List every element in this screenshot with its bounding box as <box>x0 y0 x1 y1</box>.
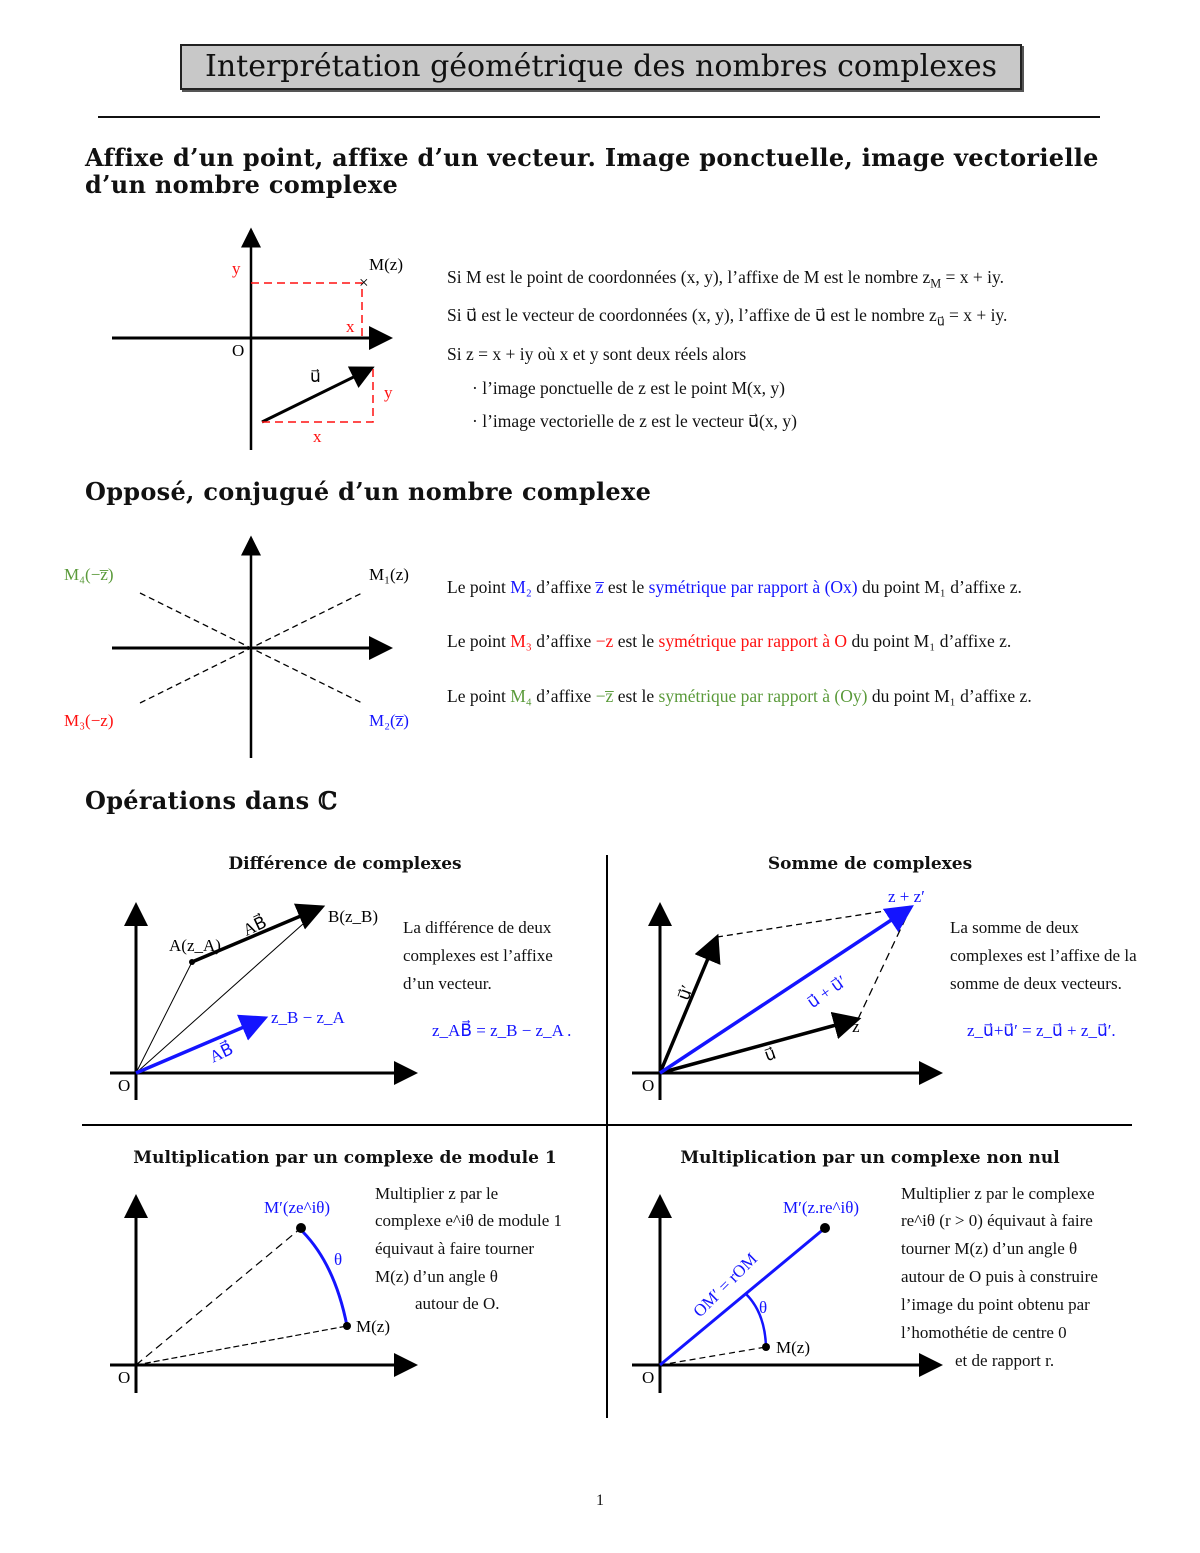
difference-text-2: complexes est l’affixe <box>403 946 553 965</box>
panel-title-difference: Différence de complexes <box>228 854 462 874</box>
page-number: 1 <box>596 1492 604 1509</box>
similarity-text-2: re^iθ (r > 0) équivaut à faire <box>901 1211 1093 1230</box>
sum-diagram <box>632 887 940 1100</box>
label-om: OM′ = rOM <box>689 1249 761 1321</box>
similarity-text-6: l’homothétie de centre 0 <box>901 1323 1067 1342</box>
panel-title-sum: Somme de complexes <box>767 854 973 874</box>
label-B: B(z_B) <box>328 907 379 926</box>
section-heading-oppose: Opposé, conjugué d’un nombre complexe <box>85 477 652 506</box>
label-up: u⃗′ <box>673 982 697 1003</box>
section-heading-operations: Opérations dans ℂ <box>85 786 338 815</box>
rotation-text-1: Multiplier z par le <box>375 1184 499 1203</box>
difference-formula: z_AB⃗ = z_B − z_A . <box>432 1021 572 1040</box>
image-vectorielle-text: · l’image vectorielle de z est le vecteur u⃗(x, y) <box>472 411 797 431</box>
section-heading-affixe-cont: d’un nombre complexe <box>85 170 399 199</box>
label-O: O <box>118 1076 131 1095</box>
affixe-vector-text: Si u⃗ est le vecteur de coordonnées (x, y), l’affixe de u⃗ est le nombre $z_{u⃗} = x$ + iy. <box>447 305 1008 329</box>
difference-text-1: La différence de deux <box>403 918 552 937</box>
label-AB-blue: AB⃗ <box>206 1039 237 1067</box>
label-O: O <box>232 341 245 360</box>
symmetry-ox-text: Le point M₂ d’affixe z̅ est le symétrique par rapport à (Ox) du point M₁ d’affixe z. <box>447 577 1022 597</box>
difference-text-3: d’un vecteur. <box>403 974 492 993</box>
label-M2: M₂(z̅) <box>369 711 409 730</box>
difference-diagram <box>110 905 415 1100</box>
label-y: y <box>232 259 241 278</box>
label-Mp: M′(z.re^iθ) <box>783 1198 860 1217</box>
label-O: O <box>642 1076 655 1095</box>
label-theta: θ <box>759 1298 768 1317</box>
similarity-text-4: autour de O puis à construire <box>901 1267 1098 1286</box>
label-A: A(z_A) <box>169 936 221 955</box>
svg-text:×: × <box>359 273 369 292</box>
similarity-text-1: Multiplier z par le complexe <box>901 1184 1095 1203</box>
label-x2: x <box>313 427 322 446</box>
label-u: u⃗ <box>761 1043 779 1066</box>
symmetry-o-text: Le point M₃ d’affixe −z est le symétrique par rapport à O du point M₁ d’affixe z. <box>447 631 1012 651</box>
rotation-text-2: complexe e^iθ de module 1 <box>375 1211 563 1230</box>
sum-formula: z_u⃗+u⃗′ = z_u⃗ + z_u⃗′. <box>967 1021 1116 1040</box>
panel-title-similarity: Multiplication par un complexe non nul <box>680 1148 1060 1168</box>
label-y2: y <box>384 383 393 402</box>
label-z: z <box>852 1017 860 1036</box>
label-AB: AB⃗ <box>239 912 270 940</box>
rotation-text-4: M(z) d’un angle θ <box>375 1267 498 1286</box>
label-diff: z_B − z_A <box>271 1008 345 1027</box>
label-M: M(z) <box>369 255 403 274</box>
label-zsum: z + z′ <box>888 887 925 906</box>
sum-text-3: somme de deux vecteurs. <box>950 974 1122 993</box>
label-M4: M₄(−z̅) <box>64 565 114 584</box>
label-usum: u⃗ + u⃗′ <box>803 971 851 1013</box>
sum-text-1: La somme de deux <box>950 918 1079 937</box>
label-O: O <box>642 1368 655 1387</box>
label-u: u⃗ <box>310 367 321 386</box>
label-M3: M₃(−z) <box>64 711 114 730</box>
label-M: M(z) <box>776 1338 810 1357</box>
label-O: O <box>118 1368 131 1387</box>
image-ponctuelle-text: · l’image ponctuelle de z est le point M(x, y) <box>472 378 785 398</box>
similarity-text-5: l’image du point obtenu par <box>901 1295 1090 1314</box>
symmetry-diagram <box>64 538 409 758</box>
rotation-text-5: autour de O. <box>415 1294 500 1313</box>
page-title: Interprétation géométrique des nombres complexes <box>180 44 1022 90</box>
sum-text-2: complexes est l’affixe de la <box>950 946 1137 965</box>
label-x: x <box>346 317 355 336</box>
label-M: M(z) <box>356 1317 390 1336</box>
affixe-diagram <box>112 230 403 450</box>
affixe-point-text: Si M est le point de coordonnées (x, y), l’affixe de M est le nombre $z_M = x$ + iy. <box>447 267 1004 291</box>
label-zp: z′ <box>708 940 720 959</box>
rotation-text-3: équivaut à faire tourner <box>375 1239 535 1258</box>
label-theta: θ <box>334 1250 343 1269</box>
label-M1: M₁(z) <box>369 565 409 584</box>
label-Mp: M′(ze^iθ) <box>264 1198 331 1217</box>
similarity-text-7: et de rapport r. <box>955 1351 1055 1370</box>
similarity-diagram <box>632 1197 940 1393</box>
section-heading-affixe: Affixe d’un point, affixe d’un vecteur. Image ponctuelle, image vectorielle <box>85 143 1099 172</box>
rotation-diagram <box>110 1197 415 1393</box>
similarity-text-3: tourner M(z) d’un angle θ <box>901 1239 1078 1258</box>
real-parts-text: Si z = x + iy où x et y sont deux réels alors <box>447 344 747 364</box>
panel-title-rotation: Multiplication par un complexe de module 1 <box>133 1148 557 1168</box>
symmetry-oy-text: Le point M₄ d’affixe −z̅ est le symétrique par rapport à (Oy) du point M₁ d’affixe z. <box>447 686 1032 706</box>
